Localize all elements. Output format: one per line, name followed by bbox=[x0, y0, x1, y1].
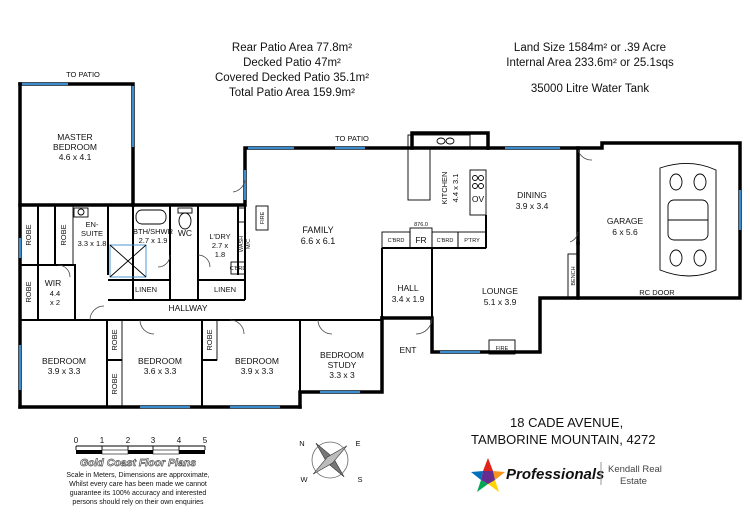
master-bedroom-label: MASTER bbox=[57, 132, 93, 142]
total-patio-area: Total Patio Area 159.9m² bbox=[229, 87, 355, 99]
fire-small-label: FIRE bbox=[260, 211, 266, 225]
professionals-star-icon bbox=[471, 458, 505, 492]
robe-label-4: ROBE bbox=[110, 329, 119, 351]
robe-label-1: ROBE bbox=[24, 224, 33, 246]
bath-label: BTH/SHWR bbox=[133, 227, 173, 236]
address-line2: TAMBORINE MOUNTAIN, 4272 bbox=[471, 432, 656, 447]
laundry-dim: 2.7 x bbox=[211, 241, 229, 250]
bedroom-3-label: BEDROOM bbox=[235, 356, 279, 366]
scale-tick-3: 3 bbox=[150, 436, 156, 445]
laundry-label: L'DRY bbox=[209, 232, 231, 241]
compass-s: S bbox=[357, 475, 363, 484]
linen-label-2: LINEN bbox=[213, 285, 237, 294]
compass-n: N bbox=[299, 439, 305, 448]
internal-area: Internal Area 233.6m² or 25.1sqs bbox=[506, 57, 674, 69]
garage-label: GARAGE bbox=[606, 216, 644, 226]
scale-tick-0: 0 bbox=[73, 436, 79, 445]
oven-label: OV bbox=[471, 194, 485, 204]
robe-label-2: ROBE bbox=[59, 224, 68, 246]
lounge-fire-label: FIRE bbox=[495, 346, 509, 352]
fridge-label: FR bbox=[415, 235, 427, 245]
bedroom-3-dim: 3.9 x 3.3 bbox=[240, 366, 274, 376]
car-icon bbox=[660, 163, 716, 276]
professionals-brand: Professionals bbox=[506, 466, 605, 483]
land-size: Land Size 1584m² or .39 Acre bbox=[513, 42, 667, 54]
rc-door-label: RC DOOR bbox=[639, 288, 675, 297]
lounge-label: LOUNGE bbox=[482, 286, 518, 296]
to-patio-mid-label: TO PATIO bbox=[335, 134, 369, 143]
bath-dim: 2.7 x 1.9 bbox=[138, 236, 168, 245]
laundry-cupboard-label: C'BRD bbox=[229, 266, 247, 272]
bedroom-1-dim: 3.9 x 3.3 bbox=[47, 366, 81, 376]
decked-patio-area: Decked Patio 47m² bbox=[243, 57, 341, 69]
bench-label: BENCH bbox=[571, 266, 577, 286]
windows bbox=[20, 84, 740, 407]
exterior-walls bbox=[20, 84, 740, 407]
study-dim: 3.3 x 3 bbox=[329, 370, 355, 380]
disclaimer-line-2: Whilst every care has been made we cannot bbox=[69, 481, 207, 488]
agency-name-line2: Estate bbox=[620, 476, 647, 487]
scale-tick-4: 4 bbox=[176, 436, 182, 445]
scale-tick-2: 2 bbox=[125, 436, 131, 445]
fridge-size-label: 876.0 bbox=[414, 222, 428, 228]
master-bedroom-dim: 4.6 x 4.1 bbox=[58, 152, 92, 162]
kitchen-dim: 4.4 x 3.1 bbox=[451, 173, 460, 203]
gold-coast-floor-plans-logo: Gold Coast Floor Plans bbox=[79, 457, 197, 469]
agency-name-line1: Kendall Real bbox=[608, 464, 662, 475]
scale-tick-1: 1 bbox=[99, 436, 105, 445]
hall-dim: 3.4 x 1.9 bbox=[391, 294, 425, 304]
wir-dim-2: x 2 bbox=[49, 298, 61, 307]
lounge-dim: 5.1 x 3.9 bbox=[483, 297, 517, 307]
disclaimer-line-4: persons should rely on their own enquiries bbox=[72, 499, 204, 506]
robe-label-5: ROBE bbox=[110, 373, 119, 395]
kitchen-label: KITCHEN bbox=[440, 171, 449, 205]
wc-label: WC bbox=[177, 228, 193, 238]
robe-label-6: ROBE bbox=[205, 329, 214, 351]
study-label-2: STUDY bbox=[327, 360, 357, 370]
robe-label-3: ROBE bbox=[24, 281, 33, 303]
hall-label: HALL bbox=[397, 283, 419, 293]
family-label: FAMILY bbox=[302, 225, 334, 235]
covered-decked-patio-area: Covered Decked Patio 35.1m² bbox=[214, 72, 370, 84]
family-dim: 6.6 x 6.1 bbox=[300, 236, 336, 246]
water-tank: 35000 Litre Water Tank bbox=[530, 83, 650, 95]
compass-icon bbox=[311, 441, 350, 480]
wir-dim: 4.4 bbox=[49, 289, 61, 298]
address-line1: 18 CADE AVENUE, bbox=[510, 415, 624, 430]
disclaimer-line-1: Scale in Meters, Dimensions are approximate, bbox=[66, 472, 210, 479]
laundry-dim-2: 1.8 bbox=[214, 250, 226, 259]
entry-label: ENT bbox=[399, 345, 417, 355]
dining-dim: 3.9 x 3.4 bbox=[515, 201, 549, 211]
linen-label-1: LINEN bbox=[134, 285, 158, 294]
wir-label: WIR bbox=[44, 278, 62, 288]
compass-e: E bbox=[355, 439, 361, 448]
ensuite-label-2: SUITE bbox=[80, 229, 104, 238]
scale-tick-5: 5 bbox=[202, 436, 208, 445]
dining-label: DINING bbox=[517, 190, 547, 200]
garage-dim: 6 x 5.6 bbox=[612, 227, 638, 237]
master-bedroom-label-2: BEDROOM bbox=[53, 142, 97, 152]
bedroom-1-label: BEDROOM bbox=[42, 356, 86, 366]
scale-bar bbox=[76, 446, 205, 454]
pantry-label: P'TRY bbox=[464, 238, 480, 244]
bedroom-2-label: BEDROOM bbox=[138, 356, 182, 366]
cupboard-label-2: C'BRD bbox=[436, 238, 454, 244]
ensuite-dim: 3.3 x 1.8 bbox=[77, 239, 107, 248]
ensuite-label: EN- bbox=[85, 220, 99, 229]
cupboard-label-1: C'BRD bbox=[387, 238, 405, 244]
rear-patio-area: Rear Patio Area 77.8m² bbox=[231, 42, 353, 54]
bedroom-2-dim: 3.6 x 3.3 bbox=[143, 366, 177, 376]
hallway-label: HALLWAY bbox=[168, 303, 208, 313]
wash-mc-label: WASH bbox=[239, 235, 245, 253]
compass-w: W bbox=[300, 475, 308, 484]
disclaimer-line-3: guarantee its 100% accuracy and interested bbox=[69, 490, 207, 497]
wash-mc-label-2: M/C bbox=[246, 238, 252, 250]
to-patio-left-label: TO PATIO bbox=[66, 70, 100, 79]
study-label: BEDROOM bbox=[320, 350, 364, 360]
